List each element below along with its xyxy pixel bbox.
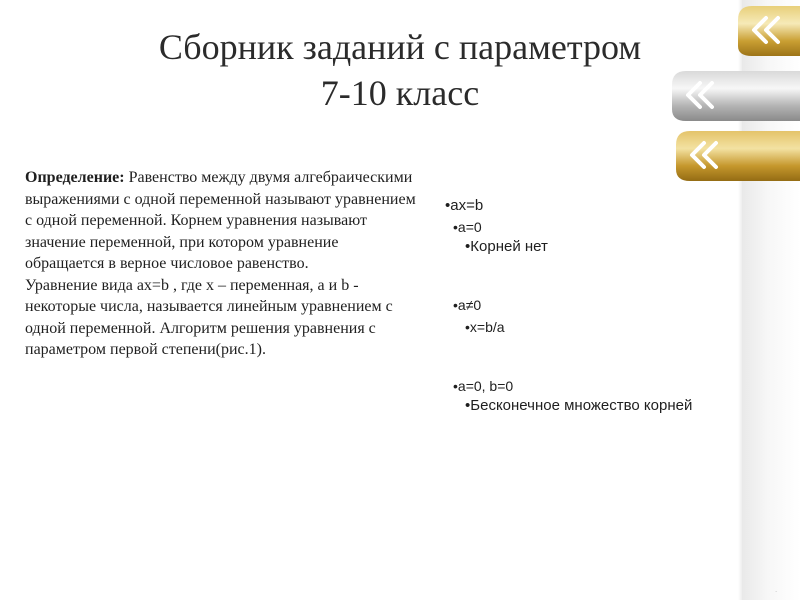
case3-result: Бесконечное множество корней [470,397,693,414]
case1-result: Корней нет [470,238,548,255]
definition-term: Определение: [25,169,125,186]
case1-condition: a=0 [457,219,482,235]
case-equation: ax=b [450,197,484,214]
title-line-2: 7-10 класс [320,73,480,113]
definition-block [25,167,420,361]
case3-condition: a=0, b=0 [457,378,514,394]
case-equation-item: •ax=b [445,197,484,214]
case3-condition-item: •a=0, b=0 [453,378,514,394]
definition-paragraph [25,167,420,275]
case1-result-item: •Корней нет [465,238,548,255]
case1-condition-item: •a=0 [453,219,482,235]
case2-result-item: •x=b/a [465,319,505,335]
case2-result: x=b/a [469,319,505,335]
definition-text: Равенство между двумя алгебраическими выражениями с одной переменной называют уравнением с одной переменной. Корнем уравнения называют значение переменной, при котором уравнение обращается в верное числовое равенство. [25,169,416,272]
slide-title [60,24,740,116]
linear-equation-paragraph: Уравнение вида ax=b , где x – переменная, a и b - некоторые числа, называется линейным уравнением с одной переменной. Алгоритм решения уравнения с параметром первой степени(рис.1). [25,276,393,358]
case2-condition-item: •a≠0 [453,297,482,313]
case2-condition: a≠0 [457,297,482,313]
page-marker: . [775,585,778,594]
title-line-1: Сборник заданий с параметром [158,27,642,67]
case3-result-item: •Бесконечное множество корней [465,397,693,414]
